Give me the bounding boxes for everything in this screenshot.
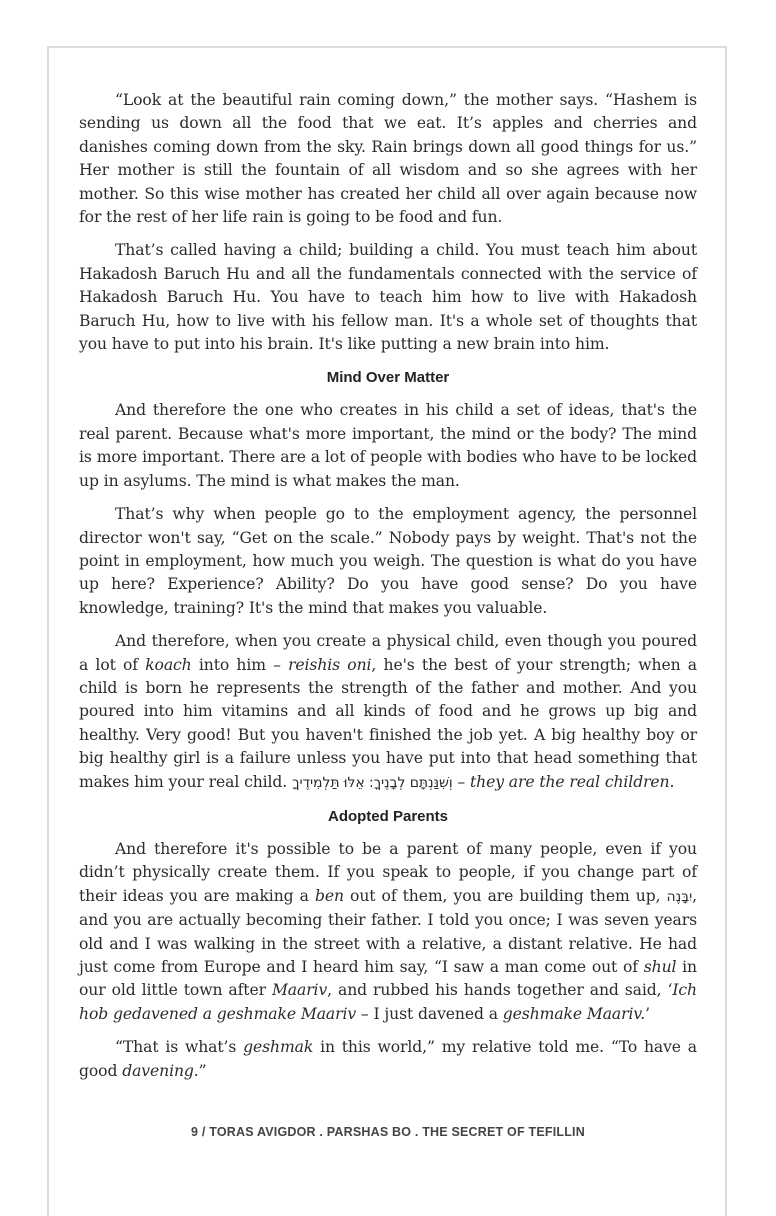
section-heading: Mind Over Matter [326, 369, 450, 387]
text-run: And therefore, when you create a physical child, even though you poured a lot of [79, 632, 697, 674]
text-run: That’s why when people go to the employment agency, the personnel director won't say, “Get on the scale.” Nobody pays by weight. That's not the point in employment, how much you weigh. The question is what do you have up here? Experience? Ability? Do you have good sense? Do you have knowledge, training? It's the mind that makes you valuable. [79, 505, 697, 617]
text-run: “That is what’s [115, 1038, 244, 1057]
document-body [79, 89, 697, 1093]
text-run: – [452, 772, 470, 791]
paragraph [79, 838, 697, 1026]
italic-text: they are the real children. [469, 772, 675, 791]
italic-text: reishis oni [288, 655, 372, 674]
italic-text: davening [122, 1061, 194, 1080]
text-run: “Look at the beautiful rain coming down,” the mother says. “Hashem is sending us down all the food that we eat. It’s apples and cherries and danishes coming down from the sky. Rain brings down all good things for us.” Her mother is still the fountain of all wisdom and so she agrees with her mother. So this wise mother has created her child all over again because now for the rest of her life rain is going to be food and fun. [79, 91, 697, 227]
text-run: .” [193, 1061, 207, 1080]
text-run: , and you are actually becoming their father. I told you once; I was seven years old and I was walking in the street with a relative, a distant relative. He had just come from Europe and I heard him say, “I saw a man come out of [79, 886, 697, 976]
italic-text: shul [643, 958, 677, 976]
text-run: out of them, you are building them up, [343, 886, 667, 905]
italic-text: koach [145, 655, 192, 674]
hebrew-text: יִבָּנֶה [666, 888, 693, 905]
text-run: in our old little town after [79, 958, 698, 1000]
italic-text: geshmake Maariv. [502, 1004, 646, 1023]
italic-text: geshmak [243, 1038, 314, 1057]
paragraph [79, 1036, 697, 1083]
paragraph [79, 503, 697, 620]
text-run: And therefore it's possible to be a parent of many people, even if you didn’t physically create them. If you speak to people, if you change part of their ideas you are making a [79, 839, 697, 905]
italic-text: Maariv [271, 981, 328, 1000]
paragraph [79, 89, 697, 229]
text-run: And therefore the one who creates in his child a set of ideas, that's the real parent. Because what's more important, the mind or the body? The mind is more important. There are a lot of people with bodies who have to be locked up in asylums. The mind is what makes the man. [79, 401, 697, 490]
italic-text: Ich hob gedavened a geshmake Maariv [79, 981, 697, 1023]
text-run: into him – [191, 655, 289, 674]
paragraph [79, 239, 697, 356]
text-run: – I just davened a [356, 1004, 503, 1023]
paragraph [79, 630, 697, 795]
italic-text: ben [314, 886, 344, 905]
paragraph [79, 399, 697, 493]
text-run: , and rubbed his hands together and said, ‘ [327, 981, 673, 1000]
text-run: That’s called having a child; building a child. You must teach him about Hakadosh Baruch Hu and all the fundamentals connected with the service of Hakadosh Baruch Hu. You have to teach him how to live with Hakadosh Baruch Hu, how to live with his fellow man. It's a whole set of thoughts that you have to put into his brain. It's like putting a new brain into him. [79, 241, 697, 354]
page-footer: 9 / TORAS AVIGDOR . PARSHAS BO . THE SECRET OF TEFILLIN [191, 1125, 585, 1139]
text-run: ’ [645, 1004, 650, 1023]
hebrew-text: וְשִׁנַּנְתָּם לְבָנֶיךָ: אֵלּוּ תַּלְמִידֶיךָ [292, 774, 453, 791]
section-heading: Adopted Parents [327, 807, 448, 825]
text-run: in this world,” my relative told me. “To have a good [79, 1038, 697, 1080]
text-run: , he's the best of your strength; when a child is born he represents the strength of the father and mother. And you poured into him vitamins and all kinds of food and he grows up big and healthy. Very good! But you haven't finished the job yet. A big healthy boy or big healthy girl is a failure unless you have put into that head something that makes him your real child. [79, 655, 697, 791]
